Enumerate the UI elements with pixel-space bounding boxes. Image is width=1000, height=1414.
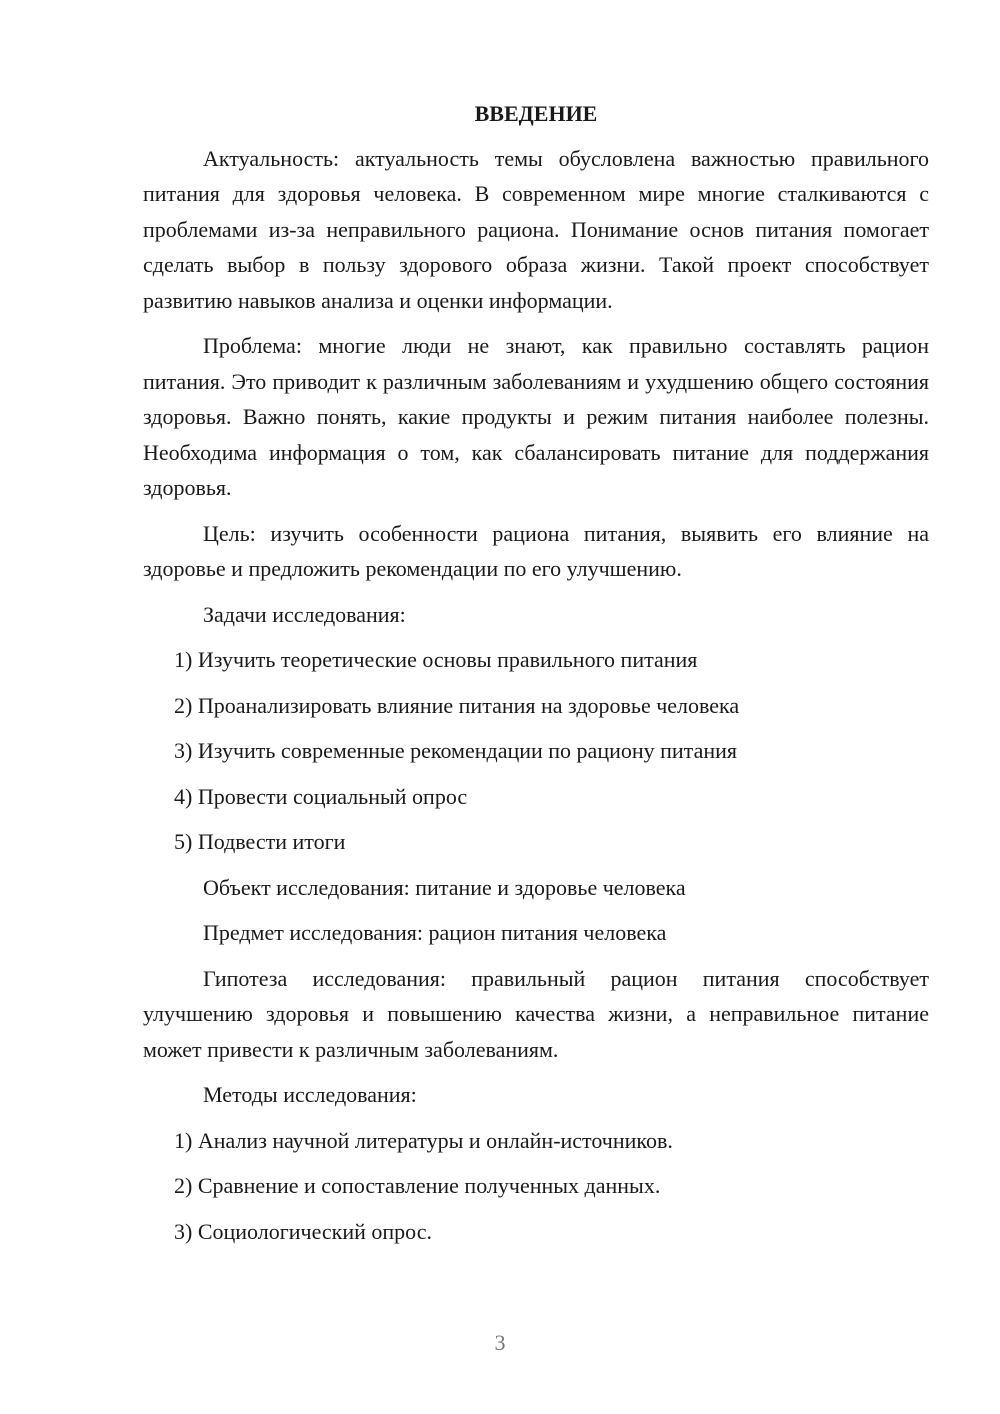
tasks-label: Задачи исследования:: [203, 601, 406, 627]
list-item: 1) Изучить теоретические основы правильного питания: [174, 647, 698, 672]
hypothesis-paragraph: Гипотеза исследования: правильный рацион питания способствует улучшению здоровья и повышению качества жизни, а неправильное питание может привести к различным заболеваниям.: [143, 965, 929, 1062]
list-item: 5) Подвести итоги: [174, 829, 346, 854]
document-body: [143, 96, 929, 1259]
list-item: 3) Социологический опрос.: [174, 1218, 432, 1244]
methods-label: Методы исследования:: [203, 1082, 417, 1107]
list-item: 2) Проанализировать влияние питания на здоровье человека: [174, 692, 740, 718]
methods-list: [143, 1123, 929, 1250]
list-item: 4) Провести социальный опрос: [174, 783, 468, 809]
list-item: 1) Анализ научной литературы и онлайн-источников.: [174, 1127, 673, 1153]
object-line: Объект исследования: питание и здоровье человека: [203, 874, 686, 900]
goal-paragraph: Цель: изучить особенности рациона питания, выявить его влияние на здоровье и предложить рекомендации по его улучшению.: [143, 520, 929, 581]
relevance-paragraph: Актуальность: актуальность темы обусловлена важностью правильного питания для здоровья человека. В современном мире многие сталкиваются с проблемами из-за неправильного рациона. Понимание основ питания помогает сделать выбор в пользу здорового образа жизни. Такой проект способствует развитию навыков анализа и оценки информации.: [143, 145, 929, 313]
page-title: ВВЕДЕНИЕ: [474, 101, 598, 126]
subject-line: Предмет исследования: рацион питания человека: [203, 920, 667, 945]
list-item: 2) Сравнение и сопоставление полученных данных.: [174, 1173, 661, 1198]
tasks-list: [143, 642, 929, 860]
list-item: 3) Изучить современные рекомендации по рациону питания: [174, 738, 737, 763]
page-number: 3: [494, 1330, 506, 1355]
problem-paragraph: Проблема: многие люди не знают, как правильно составлять рацион питания. Это приводит к различным заболеваниям и ухудшению общего состояния здоровья. Важно понять, какие продукты и режим питания наиболее полезны. Необходима информация о том, как сбалансировать питание для поддержания здоровья.: [143, 333, 929, 500]
